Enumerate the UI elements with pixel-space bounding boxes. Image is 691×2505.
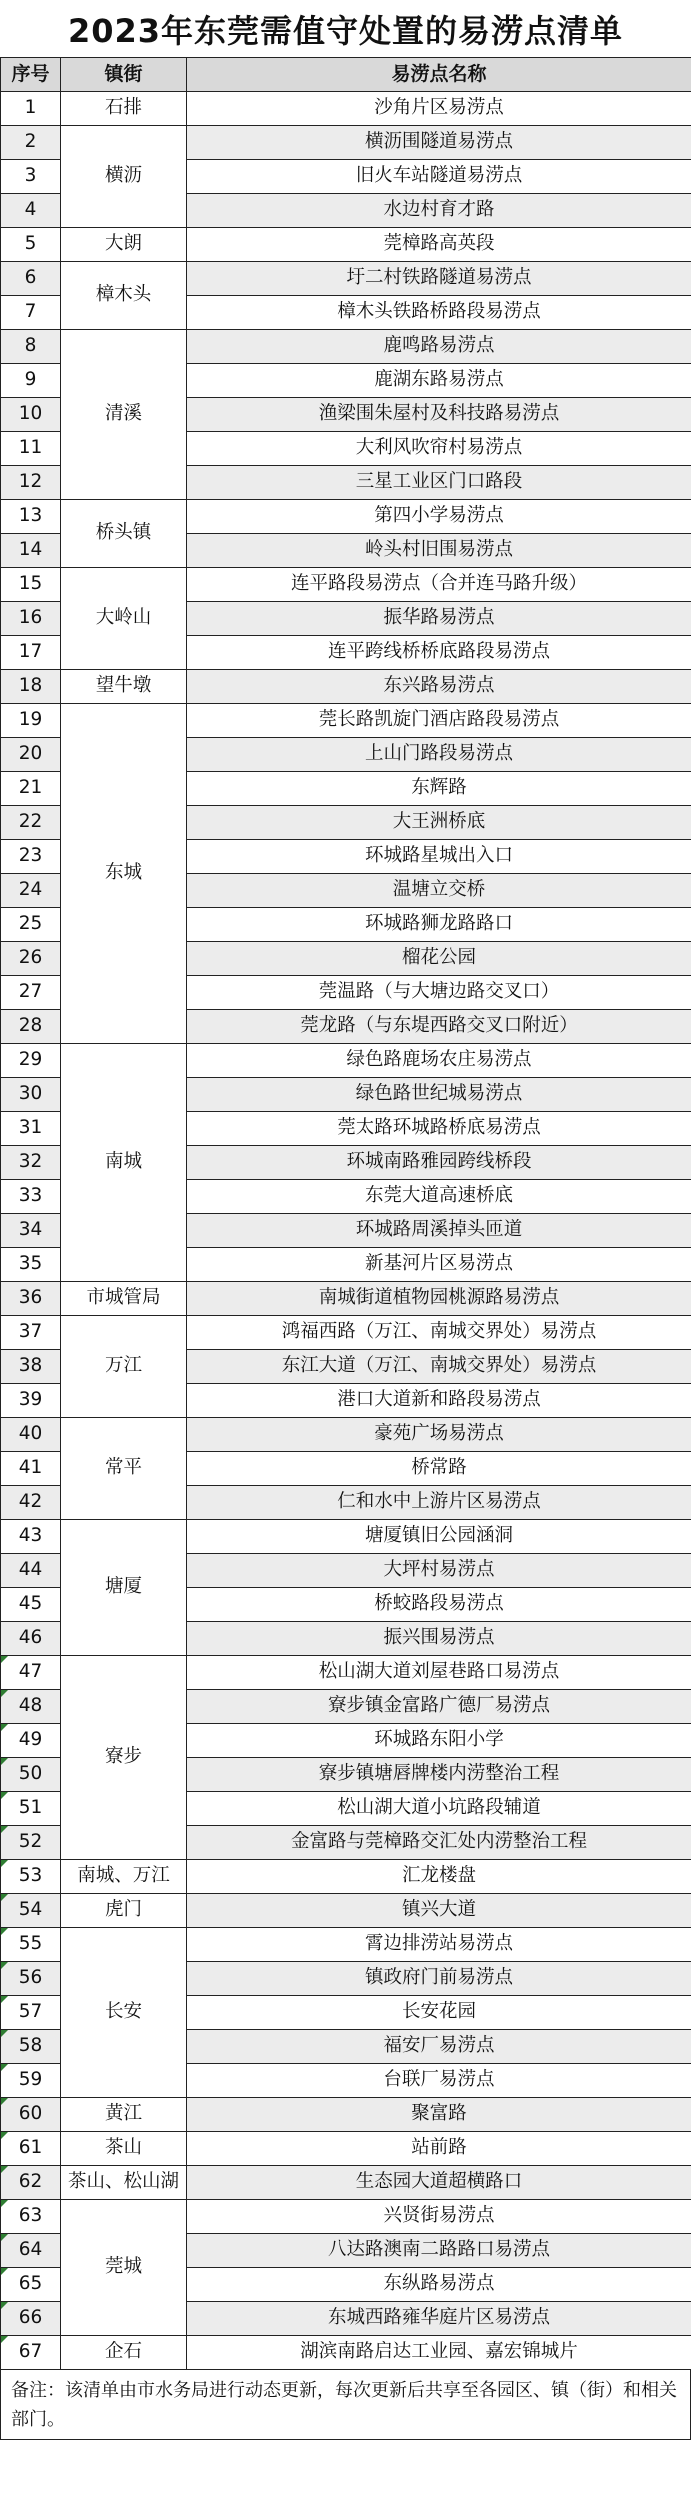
- row-number-text: 59: [18, 2069, 43, 2091]
- location-name-cell: 福安厂易涝点: [187, 2030, 691, 2064]
- table-row: [1, 704, 691, 738]
- row-number: [1, 1044, 61, 1078]
- table-row: [1, 126, 691, 160]
- town-cell: 寮步: [61, 1656, 187, 1860]
- row-number-text: 37: [18, 1321, 43, 1343]
- location-name-cell: 第四小学易涝点: [187, 500, 691, 534]
- town-cell: 塘厦: [61, 1520, 187, 1656]
- row-number-text: 1: [24, 97, 37, 119]
- table-row: [1, 1928, 691, 1962]
- green-corner-marker-icon: [1, 1690, 8, 1697]
- row-number: [1, 1180, 61, 1214]
- table-row: [1, 1860, 691, 1894]
- town-cell: 南城、万江: [61, 1860, 187, 1894]
- row-number: [1, 2132, 61, 2166]
- town-cell: 常平: [61, 1418, 187, 1520]
- location-name-cell: 振华路易涝点: [187, 602, 691, 636]
- green-corner-marker-icon: [1, 1758, 8, 1765]
- town-cell: 黄江: [61, 2098, 187, 2132]
- row-number: [1, 704, 61, 738]
- row-number-text: 4: [24, 199, 37, 221]
- row-number-text: 24: [18, 879, 43, 901]
- table-row: [1, 1316, 691, 1350]
- location-name-cell: 东城西路雍华庭片区易涝点: [187, 2302, 691, 2336]
- green-corner-marker-icon: [1, 2234, 8, 2241]
- row-number-text: 61: [18, 2137, 43, 2159]
- location-name-cell: 松山湖大道刘屋巷路口易涝点: [187, 1656, 691, 1690]
- table-row: [1, 262, 691, 296]
- row-number: [1, 262, 61, 296]
- location-name-cell: 东纵路易涝点: [187, 2268, 691, 2302]
- row-number: [1, 2030, 61, 2064]
- table-row: [1, 1656, 691, 1690]
- table-row: [1, 670, 691, 704]
- row-number: [1, 1554, 61, 1588]
- row-number-text: 15: [18, 573, 43, 595]
- row-number: [1, 1860, 61, 1894]
- green-corner-marker-icon: [1, 2336, 8, 2343]
- table-row: [1, 500, 691, 534]
- green-corner-marker-icon: [1, 1962, 8, 1969]
- row-number: [1, 1146, 61, 1180]
- row-number-text: 48: [18, 1695, 43, 1717]
- row-number: [1, 398, 61, 432]
- row-number-text: 26: [18, 947, 43, 969]
- row-number-text: 32: [18, 1151, 43, 1173]
- row-number: [1, 908, 61, 942]
- town-cell: 望牛墩: [61, 670, 187, 704]
- location-name-cell: 榴花公园: [187, 942, 691, 976]
- row-number-text: 29: [18, 1049, 43, 1071]
- row-number: [1, 466, 61, 500]
- table-row: [1, 1044, 691, 1078]
- location-name-cell: 上山门路段易涝点: [187, 738, 691, 772]
- row-number-text: 62: [18, 2171, 43, 2193]
- row-number: [1, 874, 61, 908]
- location-name-cell: 环城路星城出入口: [187, 840, 691, 874]
- row-number: [1, 432, 61, 466]
- green-corner-marker-icon: [1, 1792, 8, 1799]
- town-cell: 清溪: [61, 330, 187, 500]
- row-number: [1, 1792, 61, 1826]
- row-number-text: 6: [24, 267, 37, 289]
- row-number: [1, 1996, 61, 2030]
- location-name-cell: 大坪村易涝点: [187, 1554, 691, 1588]
- town-cell: 长安: [61, 1928, 187, 2098]
- row-number-text: 21: [18, 777, 43, 799]
- row-number: [1, 1894, 61, 1928]
- location-name-cell: 湖滨南路启达工业园、嘉宏锦城片: [187, 2336, 691, 2370]
- green-corner-marker-icon: [1, 2166, 8, 2173]
- row-number: [1, 2200, 61, 2234]
- row-number-text: 5: [24, 233, 37, 255]
- location-name-cell: 连平路段易涝点（合并连马路升级）: [187, 568, 691, 602]
- waterlogging-table: [0, 57, 691, 2370]
- header-town: 镇街: [61, 58, 187, 92]
- location-name-cell: 环城路周溪掉头匝道: [187, 1214, 691, 1248]
- row-number: [1, 296, 61, 330]
- green-corner-marker-icon: [1, 2268, 8, 2275]
- location-name-cell: 樟木头铁路桥路段易涝点: [187, 296, 691, 330]
- location-name-cell: 寮步镇金富路广德厂易涝点: [187, 1690, 691, 1724]
- location-name-cell: 横沥围隧道易涝点: [187, 126, 691, 160]
- row-number-text: 60: [18, 2103, 43, 2125]
- row-number-text: 44: [18, 1559, 43, 1581]
- row-number: [1, 1452, 61, 1486]
- location-name-cell: 莞龙路（与东堤西路交叉口附近）: [187, 1010, 691, 1044]
- table-row: [1, 1894, 691, 1928]
- row-number: [1, 1690, 61, 1724]
- row-number: [1, 2302, 61, 2336]
- location-name-cell: 镇政府门前易涝点: [187, 1962, 691, 1996]
- row-number-text: 40: [18, 1423, 43, 1445]
- row-number: [1, 1316, 61, 1350]
- row-number-text: 16: [18, 607, 43, 629]
- table-row: [1, 330, 691, 364]
- row-number: [1, 1078, 61, 1112]
- row-number-text: 67: [18, 2341, 43, 2363]
- location-name-cell: 莞温路（与大塘边路交叉口）: [187, 976, 691, 1010]
- row-number: [1, 1010, 61, 1044]
- row-number: [1, 1588, 61, 1622]
- row-number-text: 13: [18, 505, 43, 527]
- row-number-text: 35: [18, 1253, 43, 1275]
- location-name-cell: 环城路东阳小学: [187, 1724, 691, 1758]
- row-number: [1, 500, 61, 534]
- green-corner-marker-icon: [1, 1826, 8, 1833]
- row-number: [1, 2234, 61, 2268]
- row-number: [1, 840, 61, 874]
- row-number-text: 34: [18, 1219, 43, 1241]
- row-number: [1, 1112, 61, 1146]
- row-number-text: 66: [18, 2307, 43, 2329]
- green-corner-marker-icon: [1, 2302, 8, 2309]
- row-number-text: 54: [18, 1899, 43, 1921]
- green-corner-marker-icon: [1, 1996, 8, 2003]
- row-number-text: 42: [18, 1491, 43, 1513]
- row-number-text: 2: [24, 131, 37, 153]
- row-number-text: 19: [18, 709, 43, 731]
- row-number: [1, 1758, 61, 1792]
- row-number: [1, 1826, 61, 1860]
- row-number: [1, 772, 61, 806]
- location-name-cell: 绿色路鹿场农庄易涝点: [187, 1044, 691, 1078]
- row-number-text: 30: [18, 1083, 43, 1105]
- table-row: [1, 1520, 691, 1554]
- row-number-text: 8: [24, 335, 37, 357]
- table-row: [1, 2098, 691, 2132]
- row-number-text: 53: [18, 1865, 43, 1887]
- location-name-cell: 振兴围易涝点: [187, 1622, 691, 1656]
- table-row: [1, 2132, 691, 2166]
- table-body: [1, 92, 691, 2370]
- town-cell: 桥头镇: [61, 500, 187, 568]
- row-number-text: 46: [18, 1627, 43, 1649]
- location-name-cell: 温塘立交桥: [187, 874, 691, 908]
- table-row: [1, 2200, 691, 2234]
- row-number: [1, 1962, 61, 1996]
- location-name-cell: 鹿湖东路易涝点: [187, 364, 691, 398]
- town-cell: 大岭山: [61, 568, 187, 670]
- table-row: [1, 228, 691, 262]
- row-number-text: 55: [18, 1933, 43, 1955]
- table-row: [1, 1282, 691, 1316]
- row-number-text: 38: [18, 1355, 43, 1377]
- row-number-text: 7: [24, 301, 37, 323]
- row-number: [1, 670, 61, 704]
- row-number-text: 23: [18, 845, 43, 867]
- row-number: [1, 602, 61, 636]
- row-number-text: 56: [18, 1967, 43, 1989]
- row-number: [1, 1248, 61, 1282]
- location-name-cell: 岭头村旧围易涝点: [187, 534, 691, 568]
- location-name-cell: 长安花园: [187, 1996, 691, 2030]
- row-number-text: 45: [18, 1593, 43, 1615]
- location-name-cell: 豪苑广场易涝点: [187, 1418, 691, 1452]
- row-number: [1, 1486, 61, 1520]
- location-name-cell: 鹿鸣路易涝点: [187, 330, 691, 364]
- green-corner-marker-icon: [1, 2030, 8, 2037]
- row-number-text: 52: [18, 1831, 43, 1853]
- row-number: [1, 976, 61, 1010]
- location-name-cell: 桥常路: [187, 1452, 691, 1486]
- row-number: [1, 364, 61, 398]
- location-name-cell: 松山湖大道小坑路段辅道: [187, 1792, 691, 1826]
- green-corner-marker-icon: [1, 1724, 8, 1731]
- row-number-text: 33: [18, 1185, 43, 1207]
- location-name-cell: 圩二村铁路隧道易涝点: [187, 262, 691, 296]
- green-corner-marker-icon: [1, 2132, 8, 2139]
- location-name-cell: 旧火车站隧道易涝点: [187, 160, 691, 194]
- town-cell: 企石: [61, 2336, 187, 2370]
- row-number: [1, 92, 61, 126]
- row-number-text: 50: [18, 1763, 43, 1785]
- row-number-text: 10: [18, 403, 43, 425]
- row-number-text: 57: [18, 2001, 43, 2023]
- row-number-text: 58: [18, 2035, 43, 2057]
- location-name-cell: 莞樟路高英段: [187, 228, 691, 262]
- row-number: [1, 1928, 61, 1962]
- row-number-text: 39: [18, 1389, 43, 1411]
- town-cell: 大朗: [61, 228, 187, 262]
- green-corner-marker-icon: [1, 1656, 8, 1663]
- row-number: [1, 806, 61, 840]
- location-name-cell: 东辉路: [187, 772, 691, 806]
- row-number: [1, 228, 61, 262]
- row-number: [1, 2064, 61, 2098]
- location-name-cell: 环城南路雅园跨线桥段: [187, 1146, 691, 1180]
- location-name-cell: 大利风吹帘村易涝点: [187, 432, 691, 466]
- row-number: [1, 160, 61, 194]
- location-name-cell: 东兴路易涝点: [187, 670, 691, 704]
- town-cell: 茶山、松山湖: [61, 2166, 187, 2200]
- location-name-cell: 霄边排涝站易涝点: [187, 1928, 691, 1962]
- row-number: [1, 1350, 61, 1384]
- row-number-text: 31: [18, 1117, 43, 1139]
- green-corner-marker-icon: [1, 1860, 8, 1867]
- town-cell: 万江: [61, 1316, 187, 1418]
- row-number: [1, 1214, 61, 1248]
- row-number-text: 65: [18, 2273, 43, 2295]
- location-name-cell: 连平跨线桥桥底路段易涝点: [187, 636, 691, 670]
- row-number-text: 27: [18, 981, 43, 1003]
- row-number-text: 18: [18, 675, 43, 697]
- header-name: 易涝点名称: [187, 58, 691, 92]
- row-number: [1, 568, 61, 602]
- row-number: [1, 2166, 61, 2200]
- row-number: [1, 636, 61, 670]
- green-corner-marker-icon: [1, 1894, 8, 1901]
- row-number: [1, 1520, 61, 1554]
- row-number-text: 22: [18, 811, 43, 833]
- town-cell: 石排: [61, 92, 187, 126]
- page-title: 2023年东莞需值守处置的易涝点清单: [0, 0, 691, 57]
- town-cell: 莞城: [61, 2200, 187, 2336]
- location-name-cell: 金富路与莞樟路交汇处内涝整治工程: [187, 1826, 691, 1860]
- row-number-text: 20: [18, 743, 43, 765]
- location-name-cell: 南城街道植物园桃源路易涝点: [187, 1282, 691, 1316]
- location-name-cell: 三星工业区门口路段: [187, 466, 691, 500]
- row-number: [1, 1656, 61, 1690]
- green-corner-marker-icon: [1, 1928, 8, 1935]
- row-number-text: 64: [18, 2239, 43, 2261]
- table-row: [1, 1418, 691, 1452]
- row-number: [1, 534, 61, 568]
- table-row: [1, 2166, 691, 2200]
- green-corner-marker-icon: [1, 2064, 8, 2071]
- location-name-cell: 绿色路世纪城易涝点: [187, 1078, 691, 1112]
- town-cell: 虎门: [61, 1894, 187, 1928]
- location-name-cell: 沙角片区易涝点: [187, 92, 691, 126]
- location-name-cell: 生态园大道超横路口: [187, 2166, 691, 2200]
- green-corner-marker-icon: [1, 2098, 8, 2105]
- row-number: [1, 194, 61, 228]
- location-name-cell: 渔梁围朱屋村及科技路易涝点: [187, 398, 691, 432]
- location-name-cell: 寮步镇塘唇牌楼内涝整治工程: [187, 1758, 691, 1792]
- location-name-cell: 桥蛟路段易涝点: [187, 1588, 691, 1622]
- table-row: [1, 568, 691, 602]
- row-number: [1, 2098, 61, 2132]
- location-name-cell: 水边村育才路: [187, 194, 691, 228]
- row-number: [1, 1384, 61, 1418]
- town-cell: 市城管局: [61, 1282, 187, 1316]
- row-number-text: 36: [18, 1287, 43, 1309]
- location-name-cell: 大王洲桥底: [187, 806, 691, 840]
- row-number-text: 17: [18, 641, 43, 663]
- location-name-cell: 塘厦镇旧公园涵洞: [187, 1520, 691, 1554]
- location-name-cell: 新基河片区易涝点: [187, 1248, 691, 1282]
- row-number: [1, 1724, 61, 1758]
- location-name-cell: 兴贤街易涝点: [187, 2200, 691, 2234]
- row-number-text: 43: [18, 1525, 43, 1547]
- row-number-text: 9: [24, 369, 37, 391]
- header-no: 序号: [1, 58, 61, 92]
- table-row: [1, 92, 691, 126]
- location-name-cell: 鸿福西路（万江、南城交界处）易涝点: [187, 1316, 691, 1350]
- row-number: [1, 1418, 61, 1452]
- location-name-cell: 聚富路: [187, 2098, 691, 2132]
- table-header-row: [1, 58, 691, 92]
- town-cell: 樟木头: [61, 262, 187, 330]
- town-cell: 南城: [61, 1044, 187, 1282]
- row-number-text: 12: [18, 471, 43, 493]
- row-number: [1, 2268, 61, 2302]
- location-name-cell: 八达路澳南二路路口易涝点: [187, 2234, 691, 2268]
- row-number-text: 63: [18, 2205, 43, 2227]
- row-number-text: 25: [18, 913, 43, 935]
- row-number-text: 11: [18, 437, 43, 459]
- location-name-cell: 东江大道（万江、南城交界处）易涝点: [187, 1350, 691, 1384]
- location-name-cell: 东莞大道高速桥底: [187, 1180, 691, 1214]
- row-number-text: 51: [18, 1797, 43, 1819]
- town-cell: 茶山: [61, 2132, 187, 2166]
- row-number-text: 3: [24, 165, 37, 187]
- location-name-cell: 镇兴大道: [187, 1894, 691, 1928]
- location-name-cell: 台联厂易涝点: [187, 2064, 691, 2098]
- location-name-cell: 站前路: [187, 2132, 691, 2166]
- location-name-cell: 港口大道新和路段易涝点: [187, 1384, 691, 1418]
- row-number: [1, 1622, 61, 1656]
- location-name-cell: 汇龙楼盘: [187, 1860, 691, 1894]
- location-name-cell: 莞长路凯旋门酒店路段易涝点: [187, 704, 691, 738]
- row-number: [1, 126, 61, 160]
- row-number-text: 49: [18, 1729, 43, 1751]
- row-number-text: 28: [18, 1015, 43, 1037]
- row-number: [1, 1282, 61, 1316]
- row-number: [1, 2336, 61, 2370]
- row-number-text: 14: [18, 539, 43, 561]
- town-cell: 东城: [61, 704, 187, 1044]
- location-name-cell: 仁和水中上游片区易涝点: [187, 1486, 691, 1520]
- location-name-cell: 莞太路环城路桥底易涝点: [187, 1112, 691, 1146]
- location-name-cell: 环城路狮龙路路口: [187, 908, 691, 942]
- row-number-text: 47: [18, 1661, 43, 1683]
- town-cell: 横沥: [61, 126, 187, 228]
- row-number: [1, 942, 61, 976]
- row-number: [1, 330, 61, 364]
- table-row: [1, 2336, 691, 2370]
- row-number-text: 41: [18, 1457, 43, 1479]
- green-corner-marker-icon: [1, 2200, 8, 2207]
- row-number: [1, 738, 61, 772]
- footnote: 备注：该清单由市水务局进行动态更新，每次更新后共享至各园区、镇（街）和相关部门。: [0, 2370, 691, 2440]
